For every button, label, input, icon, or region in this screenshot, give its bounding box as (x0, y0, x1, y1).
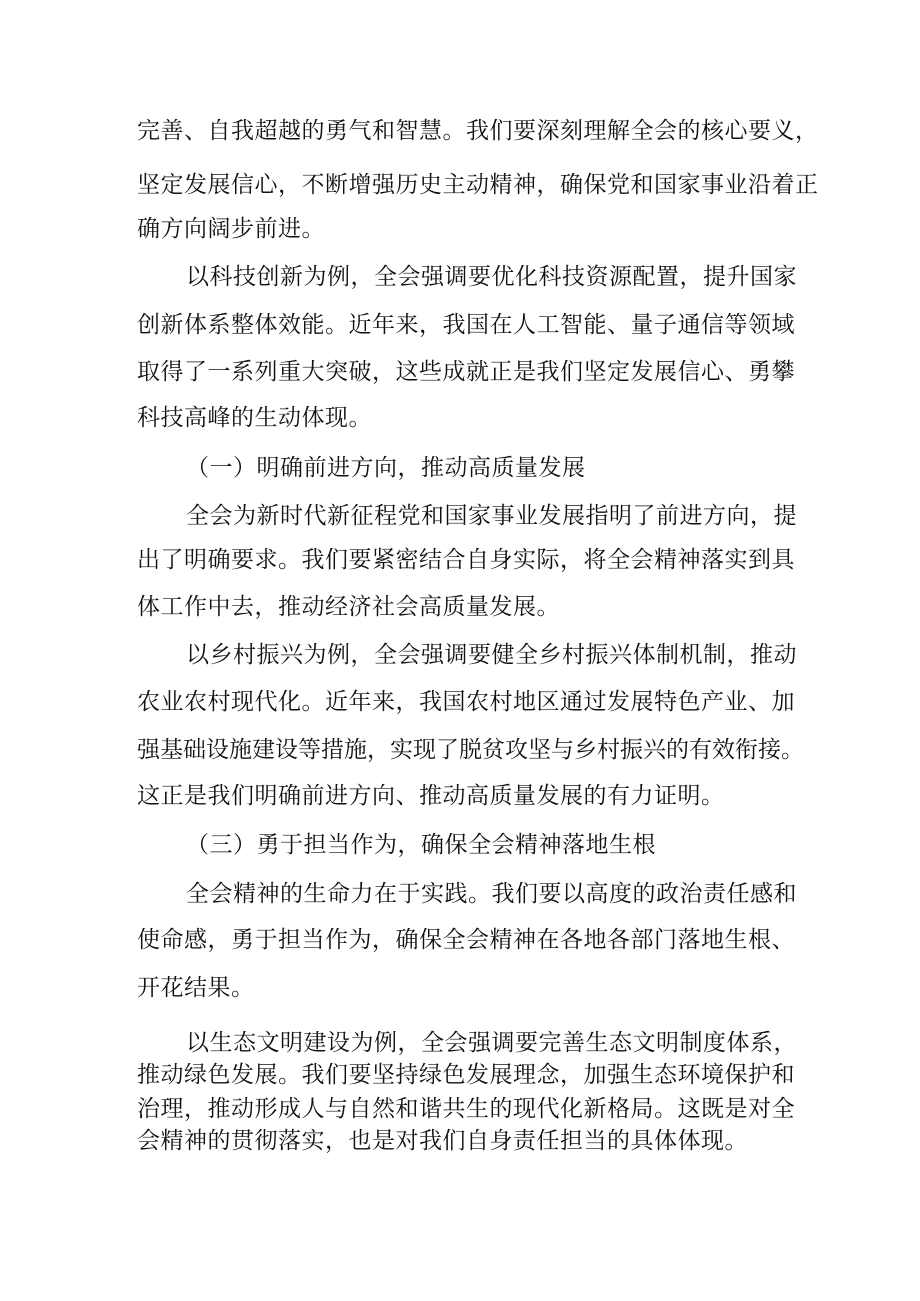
paragraph-line: 体工作中去，推动经济社会高质量发展。 (137, 594, 560, 620)
section-heading: （三）勇于担当作为，确保全会精神落地生根 (186, 832, 656, 858)
paragraph-line: 以乡村振兴为例，全会强调要健全乡村振兴体制机制，推动 (186, 642, 797, 668)
paragraph-line: 完善、自我超越的勇气和智慧。我们要深刻理解全会的核心要义， (137, 118, 819, 144)
paragraph-line: 强基础设施建设等措施，实现了脱贫攻坚与乡村振兴的有效衔接。 (137, 737, 804, 763)
paragraph-line: 取得了一系列重大突破，这些成就正是我们坚定发展信心、勇攀 (137, 359, 795, 385)
paragraph-line: 推动绿色发展。我们要坚持绿色发展理念，加强生态环境保护和 (137, 1062, 795, 1088)
paragraph-line: 确方向阔步前进。 (137, 216, 325, 242)
paragraph-line: 这正是我们明确前进方向、推动高质量发展的有力证明。 (137, 783, 725, 809)
paragraph-line: 创新体系整体效能。近年来，我国在人工智能、量子通信等领域 (137, 312, 795, 338)
paragraph-line: 会精神的贯彻落实，也是对我们自身责任担当的具体体现。 (137, 1128, 748, 1154)
paragraph-line: 以科技创新为例，全会强调要优化科技资源配置，提升国家 (186, 264, 797, 290)
section-heading: （一）明确前进方向，推动高质量发展 (186, 455, 586, 481)
paragraph-line: 开花结果。 (137, 975, 255, 1001)
paragraph-line: 全会为新时代新征程党和国家事业发展指明了前进方向，提 (186, 503, 797, 529)
paragraph-line: 科技高峰的生动体现。 (137, 405, 372, 431)
paragraph-line: 使命感，勇于担当作为，确保全会精神在各地各部门落地生根、 (137, 927, 795, 953)
paragraph-line: 农业农村现代化。近年来，我国农村地区通过发展特色产业、加 (137, 689, 795, 715)
paragraph-line: 坚定发展信心，不断增强历史主动精神，确保党和国家事业沿着正 (137, 172, 819, 198)
paragraph-line: 全会精神的生命力在于实践。我们要以高度的政治责任感和 (186, 881, 797, 907)
paragraph-line: 以生态文明建设为例，全会强调要完善生态文明制度体系， (186, 1030, 797, 1056)
paragraph-line: 出了明确要求。我们要紧密结合自身实际，将全会精神落实到具 (137, 547, 795, 573)
paragraph-line: 治理，推动形成人与自然和谐共生的现代化新格局。这既是对全 (137, 1096, 795, 1122)
